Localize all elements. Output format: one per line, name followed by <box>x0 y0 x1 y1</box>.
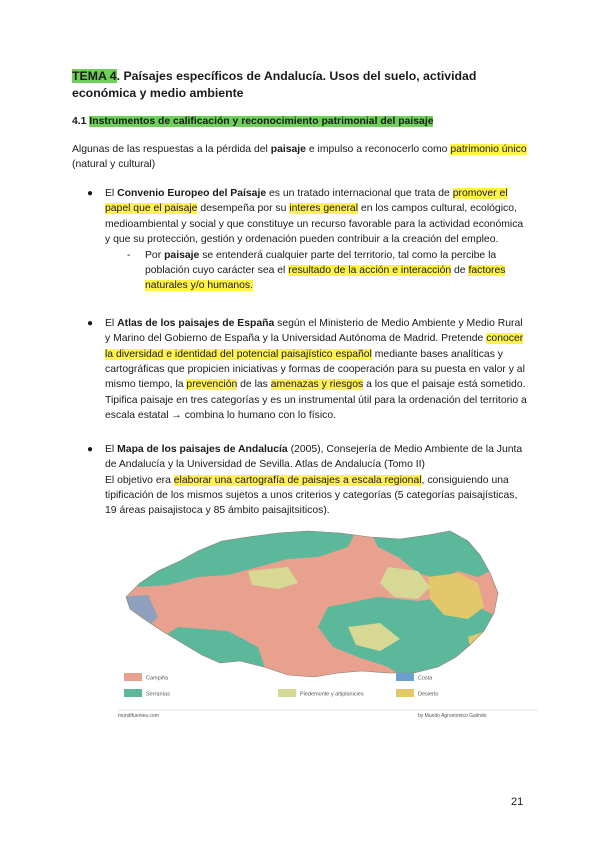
intro-paragraph: Algunas de las respuestas a la pérdida del paisaje e impulso a reconocerlo como patrimonio único (natural y cultural) <box>72 144 527 170</box>
legend-label-costa: Costa <box>418 675 433 682</box>
bullet-icon: ● <box>87 443 94 455</box>
dash-icon: - <box>127 249 131 261</box>
bullet-convenio: ● El Convenio Europeo del Paísaje es un tratado internacional que trata de promover el papel que el paisaje desempeña por su interes general en los campos cultural, ecológico, medioambiental y social y que constituye un recurso favorable para la actividad económica y que su protección, gestión y ordenación pueden contribuir a la creación del empleo. - Por paisaje se entenderá cualquier parte del territorio, tal como la percibe la población cuyo carácter sea el resultado de la acción e interacción de factores naturales y/o humanos. <box>72 186 528 294</box>
bullet-icon: ● <box>87 188 94 199</box>
andalucia-landscape-map <box>118 527 538 719</box>
legend-swatch-altiplano <box>278 689 296 697</box>
legend-swatch-desierto <box>396 689 414 697</box>
sub-item-paisaje: - Por paisaje se entenderá cualquier parte del territorio, tal como la percibe la población cuyo carácter sea el resultado de la acción e interacción de factores naturales y/o humanos. <box>127 249 506 292</box>
map-figure <box>118 527 538 719</box>
section-subtitle: 4.1 Instrumentos de calificación y reconocimiento patrimonial del paisaje <box>72 116 434 127</box>
legend-swatch-serrania <box>124 689 142 697</box>
title-highlight: TEMA 4 <box>72 69 117 83</box>
legend-swatch-costa <box>396 673 414 681</box>
legend-label-altiplano: Piedemonte y altiplanicies <box>300 691 364 698</box>
map-footer-left: mundifuentes.com <box>118 713 159 719</box>
bullet-mapa: ● El Mapa de los paisajes de Andalucía (2005), Consejería de Medio Ambiente de la Junta de Andalucía y la Universidad de Sevilla. Atlas de Andalucía (Tomo II) El objetivo era elaborar una cartografía de paisajes a escala regional, consiguiendo una tipificación de los mismos sujetos a unos criterios y categorías (5 categorías paisajísticas, 19 áreas paisajistoca y 85 ámbito paisajitsiticos). <box>87 443 523 517</box>
document-page <box>72 68 528 535</box>
legend-swatch-campina <box>124 673 142 681</box>
bullet-atlas: ● El Atlas de los paisajes de España según el Ministerio de Medio Ambiente y Medio Rural y Marino del Gobierno de España y la Universidad Autónoma de Madrid. Pretende conocer la diversidad e identidad del potencial paisajístico español mediante bases analíticas y cartográficas que propicien iniciativas y formas de cooperación para su puesta en valor y al mismo tiempo, la prevención de las amenazas y riesgos a los que el paisaje está sometido. Tipifica paisaje en tres categorías y es un instrumental útil para la ordenación del territorio a escala estatal → combina lo humano con lo físico. <box>87 317 527 422</box>
legend-label-serrania: Serranías <box>146 691 170 698</box>
page-number: 21 <box>511 796 524 808</box>
map-footer-right: by Mundo Agronómico Galindo <box>418 713 487 719</box>
bullet-list <box>72 186 528 519</box>
legend-label-campina: Campiña <box>146 675 169 682</box>
page-title: TEMA 4. Paísajes específicos de Andalucía. Usos del suelo, actividad económica y medio ambiente <box>72 69 477 100</box>
bullet-icon: ● <box>87 317 94 329</box>
legend-label-desierto: Desierto <box>418 691 439 698</box>
